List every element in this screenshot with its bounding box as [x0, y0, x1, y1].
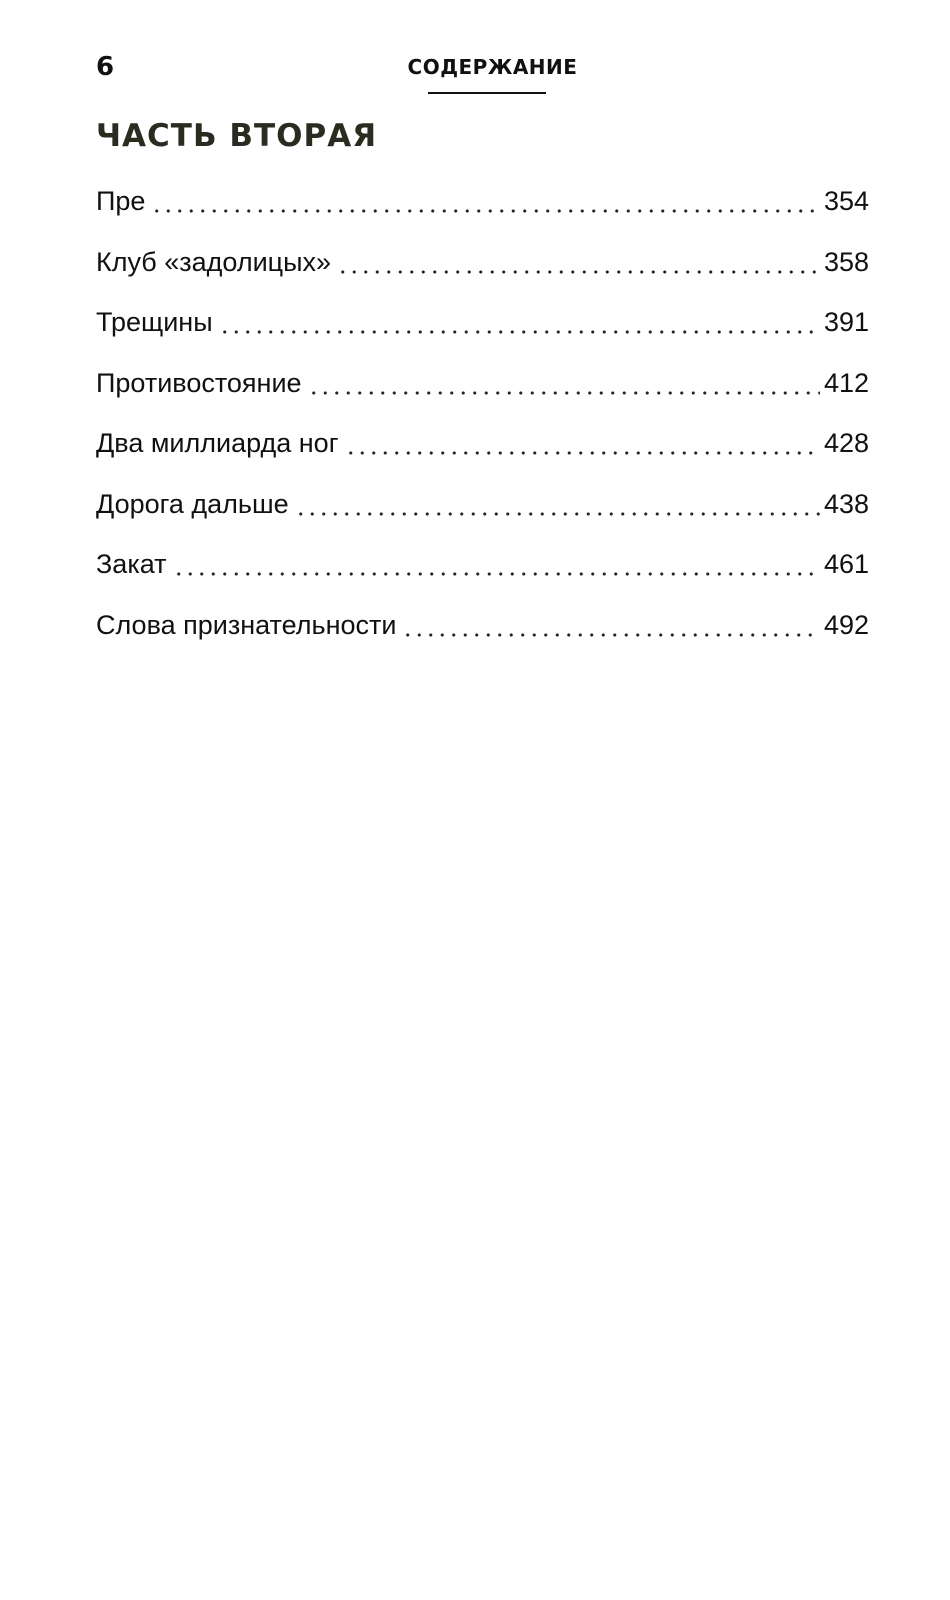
toc-entry[interactable]: [96, 539, 869, 600]
toc-entry[interactable]: [96, 358, 869, 419]
dot-leader: [337, 255, 820, 275]
toc-entry-page: 391: [823, 307, 869, 337]
page-number: 6: [96, 52, 115, 82]
toc-entry-title: Пре: [96, 186, 146, 216]
toc-entry[interactable]: [96, 176, 869, 237]
toc-entry[interactable]: [96, 600, 869, 661]
dot-leader: [173, 557, 820, 577]
dot-leader: [295, 497, 820, 517]
dot-leader: [219, 315, 820, 335]
toc-entry-title: Клуб «задолицых»: [96, 246, 332, 277]
toc-entry-page: 438: [823, 488, 869, 519]
toc-entry-page: 461: [823, 549, 869, 579]
dot-leader: [308, 376, 820, 396]
table-of-contents: [96, 176, 869, 660]
toc-entry[interactable]: [96, 418, 869, 479]
toc-entry-title: Трещины: [96, 307, 213, 337]
toc-entry-title: Дорога дальше: [96, 488, 289, 519]
running-header-title: СОДЕРЖАНИЕ: [407, 55, 578, 79]
toc-entry-title: Противостояние: [96, 367, 302, 398]
dot-leader: [402, 618, 819, 638]
toc-entry[interactable]: [96, 297, 869, 358]
toc-entry-page: 358: [823, 246, 869, 277]
toc-entry[interactable]: [96, 479, 869, 540]
toc-entry-page: 354: [823, 186, 869, 216]
part-title: ЧАСТЬ ВТОРАЯ: [96, 118, 378, 154]
toc-entry-title: Слова признательности: [96, 609, 397, 640]
toc-entry-title: Закат: [96, 549, 167, 579]
toc-entry-page: 412: [823, 367, 869, 398]
dot-leader: [151, 194, 819, 214]
toc-entry-title: Два миллиарда ног: [96, 428, 339, 458]
toc-entry[interactable]: [96, 237, 869, 298]
toc-entry-page: 492: [823, 609, 869, 640]
header-divider: [428, 92, 546, 94]
toc-entry-page: 428: [823, 428, 869, 458]
dot-leader: [345, 436, 820, 456]
